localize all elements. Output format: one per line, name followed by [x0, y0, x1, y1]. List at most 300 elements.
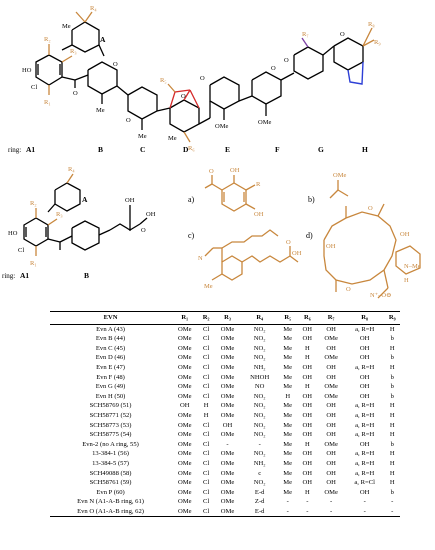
table-cell-value: OH [326, 469, 336, 477]
table-cell-value: b [390, 440, 394, 448]
table-cell-value: NO [254, 383, 265, 391]
table-cell-value: E-d [254, 507, 265, 515]
table-cell-value: OMe [177, 488, 192, 496]
table-cell-value: Me [283, 469, 293, 477]
table-cell-value: OMe [177, 354, 192, 362]
table-cell-value: OH [359, 373, 370, 381]
label-h-sub-d: H [404, 277, 409, 284]
substituent-a [188, 167, 264, 218]
table-cell-value: OMe [220, 431, 235, 439]
table-row [50, 459, 400, 469]
table-cell-value: OMe [177, 498, 192, 506]
table-cell-value: H [389, 479, 395, 487]
label-r1-bottom: R₁ [30, 260, 37, 267]
label-oh-sub-d1: OH [400, 231, 410, 238]
table-cell-compound: SCH49088 (58) [89, 469, 132, 477]
label-no-sub-d: N⁺–O⊖ [370, 292, 392, 299]
table-cell-value: Me [283, 450, 293, 458]
header-r2: R₂ [198, 312, 213, 324]
table-cell-value: OMe [177, 335, 192, 343]
table-cell-value: OH [326, 459, 336, 467]
label-oh-sub-a2: OH [254, 211, 264, 218]
table-cell-value: Cl [203, 440, 210, 448]
table-cell-value: a, R=H [355, 450, 375, 458]
ring-a-top [62, 5, 106, 56]
header-evn: EVN [50, 312, 171, 324]
table-cell-compound: Evn P (60) [96, 488, 125, 496]
label-n-sub-c: N [198, 255, 203, 262]
table-cell-value: - [286, 498, 289, 506]
table-cell-value: OH [302, 479, 313, 487]
table-cell-value: OH [179, 402, 190, 410]
ring-label-a1-top: A1 [26, 145, 36, 154]
label-o-g: O [284, 57, 289, 64]
table-cell-compound: Evn G (49) [95, 383, 126, 391]
label-o-b: O [113, 61, 118, 68]
table-cell-value: OH [359, 392, 370, 400]
table-cell-value: - [226, 440, 229, 448]
table-cell-value: OMe [220, 488, 235, 496]
table-body [50, 324, 400, 516]
table [50, 312, 400, 516]
ring-g-top [284, 31, 334, 79]
label-r1: R₁ [44, 99, 51, 106]
table-cell-value: H [389, 450, 395, 458]
table-cell-value: Me [283, 440, 293, 448]
table-cell-value: b [390, 354, 394, 362]
table-row [50, 449, 400, 459]
header-r5: R₅ [278, 312, 297, 324]
table-cell-value: OMe [220, 335, 235, 343]
label-me-b: Me [96, 107, 105, 114]
table-row [50, 478, 400, 488]
header-r9: R₉ [385, 312, 400, 324]
table-cell-value: OMe [177, 373, 192, 381]
table-cell-value: OMe [220, 479, 235, 487]
header-r8: R₈ [345, 312, 385, 324]
ring-h-top [334, 21, 381, 84]
table-cell-compound: SCH58771 (52) [89, 411, 132, 419]
table-cell-value: NH₂ [253, 459, 266, 467]
ring-label-b-top: B [98, 145, 104, 154]
table-row [50, 324, 400, 334]
table-cell-value: Cl [203, 354, 210, 362]
ring-label-c-top: C [140, 145, 146, 154]
substituent-d [306, 204, 421, 299]
label-r5: R₅ [160, 77, 167, 84]
table-cell-value: E-d [254, 488, 265, 496]
label-o-h: O [340, 31, 345, 38]
label-oh-bottom1: OH [125, 197, 135, 204]
table-cell-value: OMe [177, 392, 192, 400]
ring-label-a1-bottom: A1 [20, 271, 30, 280]
table-row [50, 382, 400, 392]
label-o-sub-d1: O [368, 205, 373, 212]
label-o-sub-a: O [209, 168, 214, 175]
table-cell-value: H [304, 440, 310, 448]
table-cell-value: b [390, 392, 394, 400]
table-cell-value: OH [326, 363, 336, 371]
label-r2-bottom: R₂ [30, 200, 37, 207]
substituent-table [50, 311, 400, 517]
table-cell-value: OH [222, 421, 233, 429]
table-cell-value: OMe [220, 507, 235, 515]
table-cell-value: Cl [203, 363, 210, 371]
table-cell-compound: Evn F (48) [96, 373, 125, 381]
table-cell-value: OH [302, 373, 313, 381]
table-cell-compound: SCH58761 (59) [89, 479, 132, 487]
table-cell-value: Me [283, 383, 293, 391]
table-cell-value: OMe [177, 383, 192, 391]
table-cell-compound: Evn D (46) [95, 354, 126, 362]
label-cl: Cl [31, 84, 38, 91]
table-cell-value: OMe [177, 363, 192, 371]
table-cell-value: NO₂ [253, 335, 266, 343]
label-o-f: O [271, 65, 276, 72]
table-row [50, 334, 400, 344]
label-o-e: O [200, 75, 205, 82]
table-row [50, 373, 400, 383]
table-cell-value: OH [302, 392, 313, 400]
header-r6: R₆ [297, 312, 317, 324]
table-cell-value: NO₂ [253, 431, 266, 439]
label-sub-b: b) [308, 195, 315, 204]
table-cell-value: Cl [203, 498, 210, 506]
ring-label-f-top: F [275, 145, 280, 154]
table-cell-value: OH [326, 450, 336, 458]
substituent-c [188, 230, 302, 290]
table-cell-value: - [391, 507, 394, 515]
table-cell-value: Me [283, 431, 293, 439]
table-cell-value: OMe [220, 392, 235, 400]
table-cell-value: OMe [177, 459, 192, 467]
table-cell-compound: SCH58769 (51) [89, 402, 132, 410]
table-cell-value: Cl [203, 459, 210, 467]
table-cell-value: Cl [203, 450, 210, 458]
ring-e-top [200, 75, 252, 130]
ring-label-d-top: D [183, 145, 189, 154]
table-cell-value: Me [283, 459, 293, 467]
label-o-sub-d2: O [346, 286, 351, 293]
table-cell-compound: Evn H (50) [95, 392, 126, 400]
bottom-molecule [8, 166, 156, 267]
table-cell-value: OH [302, 335, 313, 343]
table-cell-value: OMe [220, 325, 235, 333]
table-cell-compound: SCH58773 (53) [89, 421, 132, 429]
table-cell-value: Cl [203, 344, 210, 352]
ring-b-top [88, 61, 128, 114]
table-cell-value: Me [283, 402, 293, 410]
label-o-ester: O [73, 90, 78, 97]
table-cell-value: OMe [177, 421, 192, 429]
label-oh-bottom2: OH [146, 211, 156, 218]
ring-label-a-top: A [100, 35, 106, 44]
header-r4: R₄ [241, 312, 278, 324]
table-cell-value: a, R=H [355, 411, 375, 419]
label-sub-a: a) [188, 195, 195, 204]
ring-caption-bottom: ring: [2, 272, 16, 280]
table-cell-compound: Evn-2 (no A ring, 55) [82, 440, 139, 448]
label-r3-bottom: R₃ [56, 211, 63, 218]
table-row [50, 440, 400, 450]
label-r2: R₂ [44, 36, 51, 43]
label-r9: R₉ [374, 39, 381, 46]
table-cell-value: OMe [220, 498, 235, 506]
table-cell-value: H [285, 392, 291, 400]
table-cell-value: OMe [177, 479, 192, 487]
table-cell-value: OMe [324, 392, 338, 400]
label-r6: R₆ [188, 145, 195, 152]
table-header-row [50, 312, 400, 324]
table-cell-value: OMe [220, 459, 235, 467]
table-cell-value: a, R=H [355, 325, 375, 333]
label-r4: R₄ [90, 5, 97, 12]
table-cell-value: H [203, 402, 209, 410]
table-cell-value: NO₂ [253, 402, 266, 410]
table-cell-value: - [363, 507, 366, 515]
table-cell-value: OH [359, 440, 370, 448]
table-cell-value: Cl [203, 383, 210, 391]
table-row [50, 421, 400, 431]
table-cell-value: H [389, 431, 395, 439]
label-oh-sub-d2: OH [326, 243, 336, 250]
table-cell-value: OH [302, 325, 313, 333]
table-cell-value: Cl [203, 373, 210, 381]
label-sub-c: c) [188, 231, 195, 240]
table-cell-value: NO₂ [253, 411, 266, 419]
table-cell-value: - [330, 498, 333, 506]
table-cell-value: - [391, 498, 394, 506]
table-cell-compound: Evn E (47) [96, 363, 125, 371]
table-cell-value: a, R=H [355, 363, 375, 371]
label-o-bottom: O [141, 227, 146, 234]
table-cell-value: a, R=H [355, 402, 375, 410]
table-row [50, 363, 400, 373]
table-cell-value: NO₂ [253, 325, 266, 333]
table-cell-value: OH [302, 411, 313, 419]
table-row [50, 488, 400, 498]
table-cell-value: OH [302, 469, 313, 477]
table-cell-value: Me [283, 363, 293, 371]
table-cell-value: Me [283, 411, 293, 419]
table-cell-value: Cl [203, 488, 210, 496]
table-cell-value: NO₂ [253, 354, 266, 362]
table-cell-value: H [304, 488, 310, 496]
table-cell-value: Me [283, 373, 293, 381]
table-cell-value: H [389, 411, 395, 419]
table-cell-value: OMe [324, 354, 338, 362]
table-cell-value: OMe [177, 440, 192, 448]
table-cell-value: - [330, 507, 333, 515]
table-cell-value: OH [326, 421, 336, 429]
label-me-c: Me [138, 133, 147, 140]
table-cell-value: a, R=H [355, 431, 375, 439]
table-cell-value: NH₂ [253, 363, 266, 371]
table-cell-value: OMe [220, 469, 235, 477]
table-cell-compound: 13-384-5 (57) [92, 459, 129, 467]
table-cell-value: OH [326, 411, 336, 419]
table-cell-value: Me [283, 335, 293, 343]
table-cell-value: OMe [177, 469, 192, 477]
table-cell-value: b [390, 373, 394, 381]
label-oh-sub-a1: OH [230, 167, 240, 174]
table-cell-value: OH [302, 431, 313, 439]
label-r3: R₃ [70, 48, 77, 55]
table-cell-value: OH [302, 363, 313, 371]
table-cell-value: OMe [220, 354, 235, 362]
table-cell-value: OMe [177, 507, 192, 515]
table-cell-compound: Evn N (A1-A-B ring, 61) [77, 498, 144, 506]
table-row [50, 392, 400, 402]
header-r3: R₃ [214, 312, 241, 324]
ring-c-top [126, 87, 170, 140]
table-cell-value: OMe [177, 411, 192, 419]
ring-label-e-top: E [225, 145, 231, 154]
label-r8: R₈ [368, 21, 375, 28]
table-cell-value: a, R=H [355, 469, 375, 477]
table-cell-value: OH [326, 373, 336, 381]
table-cell-compound: Evn B (44) [95, 335, 126, 343]
table-cell-value: OMe [220, 411, 235, 419]
table-row [50, 469, 400, 479]
table-cell-value: OMe [177, 325, 192, 333]
label-sub-d: d) [306, 231, 313, 240]
table-cell-value: c [258, 469, 262, 477]
table-cell-value: Me [283, 325, 293, 333]
table-cell-value: Z-d [254, 498, 265, 506]
header-r7: R₇ [317, 312, 344, 324]
label-me-a: Me [62, 23, 71, 30]
table-cell-value: b [390, 335, 394, 343]
table-cell-value: - [258, 440, 261, 448]
table-cell-value: Cl [203, 421, 210, 429]
table-cell-value: H [304, 354, 310, 362]
table-cell-value: OMe [220, 363, 235, 371]
table-cell-value: NO₂ [253, 344, 266, 352]
table-cell-value: H [389, 325, 395, 333]
table-cell-value: - [306, 498, 309, 506]
table-cell-value: Cl [203, 469, 210, 477]
table-cell-value: a, R=H [355, 421, 375, 429]
table-cell-value: Me [283, 488, 293, 496]
label-nme-sub-d: N–Me [404, 263, 421, 270]
table-cell-value: H [389, 469, 395, 477]
table-cell-value: OH [302, 402, 313, 410]
label-me-d: Me [168, 135, 177, 142]
table-cell-value: OMe [220, 383, 235, 391]
table-row [50, 430, 400, 440]
table-cell-value: OH [326, 402, 336, 410]
table-cell-value: OMe [324, 383, 338, 391]
table-cell-value: - [363, 498, 366, 506]
table-cell-value: OMe [220, 450, 235, 458]
table-cell-compound: Evn C (45) [95, 344, 126, 352]
ring-label-a-bottom: A [82, 195, 88, 204]
table-cell-value: H [203, 411, 209, 419]
table-cell-value: H [304, 383, 310, 391]
table-cell-value: H [389, 402, 395, 410]
ring-label-h-top: H [362, 145, 368, 154]
table-cell-value: OMe [177, 450, 192, 458]
table-cell-value: H [304, 344, 310, 352]
table-cell-value: OH [359, 354, 370, 362]
table-cell-value: NO₂ [253, 421, 266, 429]
table-cell-value: Cl [203, 335, 210, 343]
label-o-c: O [126, 117, 131, 124]
table-cell-value: Cl [203, 479, 210, 487]
table-cell-value: OH [359, 344, 370, 352]
label-ho-bottom: HO [8, 230, 18, 237]
label-me-sub-c: Me [204, 283, 213, 290]
table-cell-value: NO₂ [253, 392, 266, 400]
label-ome-e: OMe [215, 123, 229, 130]
table-cell-value: OMe [220, 402, 235, 410]
table-cell-value: Cl [203, 392, 210, 400]
table-cell-value: a, R=Cl [354, 479, 375, 487]
table-cell-compound: 13-384-1 (56) [92, 450, 129, 458]
table-cell-value: OMe [220, 344, 235, 352]
label-o-sub-c: O [286, 239, 291, 246]
table-cell-value: OH [359, 335, 370, 343]
table-cell-value: OH [302, 459, 313, 467]
ring-d-top [160, 77, 210, 152]
table-cell-compound: Evn O (A1-A-B ring, 62) [77, 507, 144, 515]
table-cell-value: OH [326, 325, 336, 333]
table-cell-value: Cl [203, 431, 210, 439]
table-cell-compound: Evn A (43) [96, 325, 125, 333]
table-cell-value: OH [302, 421, 313, 429]
table-cell-value: H [389, 344, 395, 352]
table-cell-value: Me [283, 344, 293, 352]
table-cell-value: OH [359, 488, 370, 496]
table-row [50, 497, 400, 507]
table-cell-value: Cl [203, 325, 210, 333]
table-cell-compound: SCH58775 (54) [89, 431, 132, 439]
ring-caption-top: ring: [8, 146, 22, 154]
table-cell-value: OMe [324, 440, 338, 448]
label-r4-bottom: R₄ [68, 166, 75, 173]
table-cell-value: Me [283, 421, 293, 429]
ring-label-b-bottom: B [84, 271, 90, 280]
label-ome-f: OMe [258, 119, 272, 126]
label-cl-bottom: Cl [18, 247, 25, 254]
table-cell-value: NO₂ [253, 479, 266, 487]
table-cell-value: OMe [324, 488, 338, 496]
table-cell-value: OH [302, 450, 313, 458]
label-ho: HO [22, 67, 32, 74]
table-cell-value: H [389, 421, 395, 429]
table-cell-value: OMe [177, 431, 192, 439]
table-cell-value: H [389, 363, 395, 371]
table-cell-value: OH [326, 431, 336, 439]
table-row [50, 401, 400, 411]
table-cell-value: OMe [324, 335, 338, 343]
table-row [50, 507, 400, 517]
header-r1: R₁ [171, 312, 198, 324]
table-cell-value: NHOH [250, 373, 270, 381]
table-cell-value: Me [283, 479, 293, 487]
table-cell-value: b [390, 383, 394, 391]
table-cell-value: Cl [203, 507, 210, 515]
table-cell-value: H [389, 459, 395, 467]
table-cell-value: b [390, 488, 394, 496]
label-r7: R₇ [302, 31, 309, 38]
table-cell-value: a, R=H [355, 459, 375, 467]
table-cell-value: OMe [177, 344, 192, 352]
table-cell-value: NO₂ [253, 450, 266, 458]
ring-label-g-top: G [318, 145, 324, 154]
ring-f-top [252, 65, 294, 126]
